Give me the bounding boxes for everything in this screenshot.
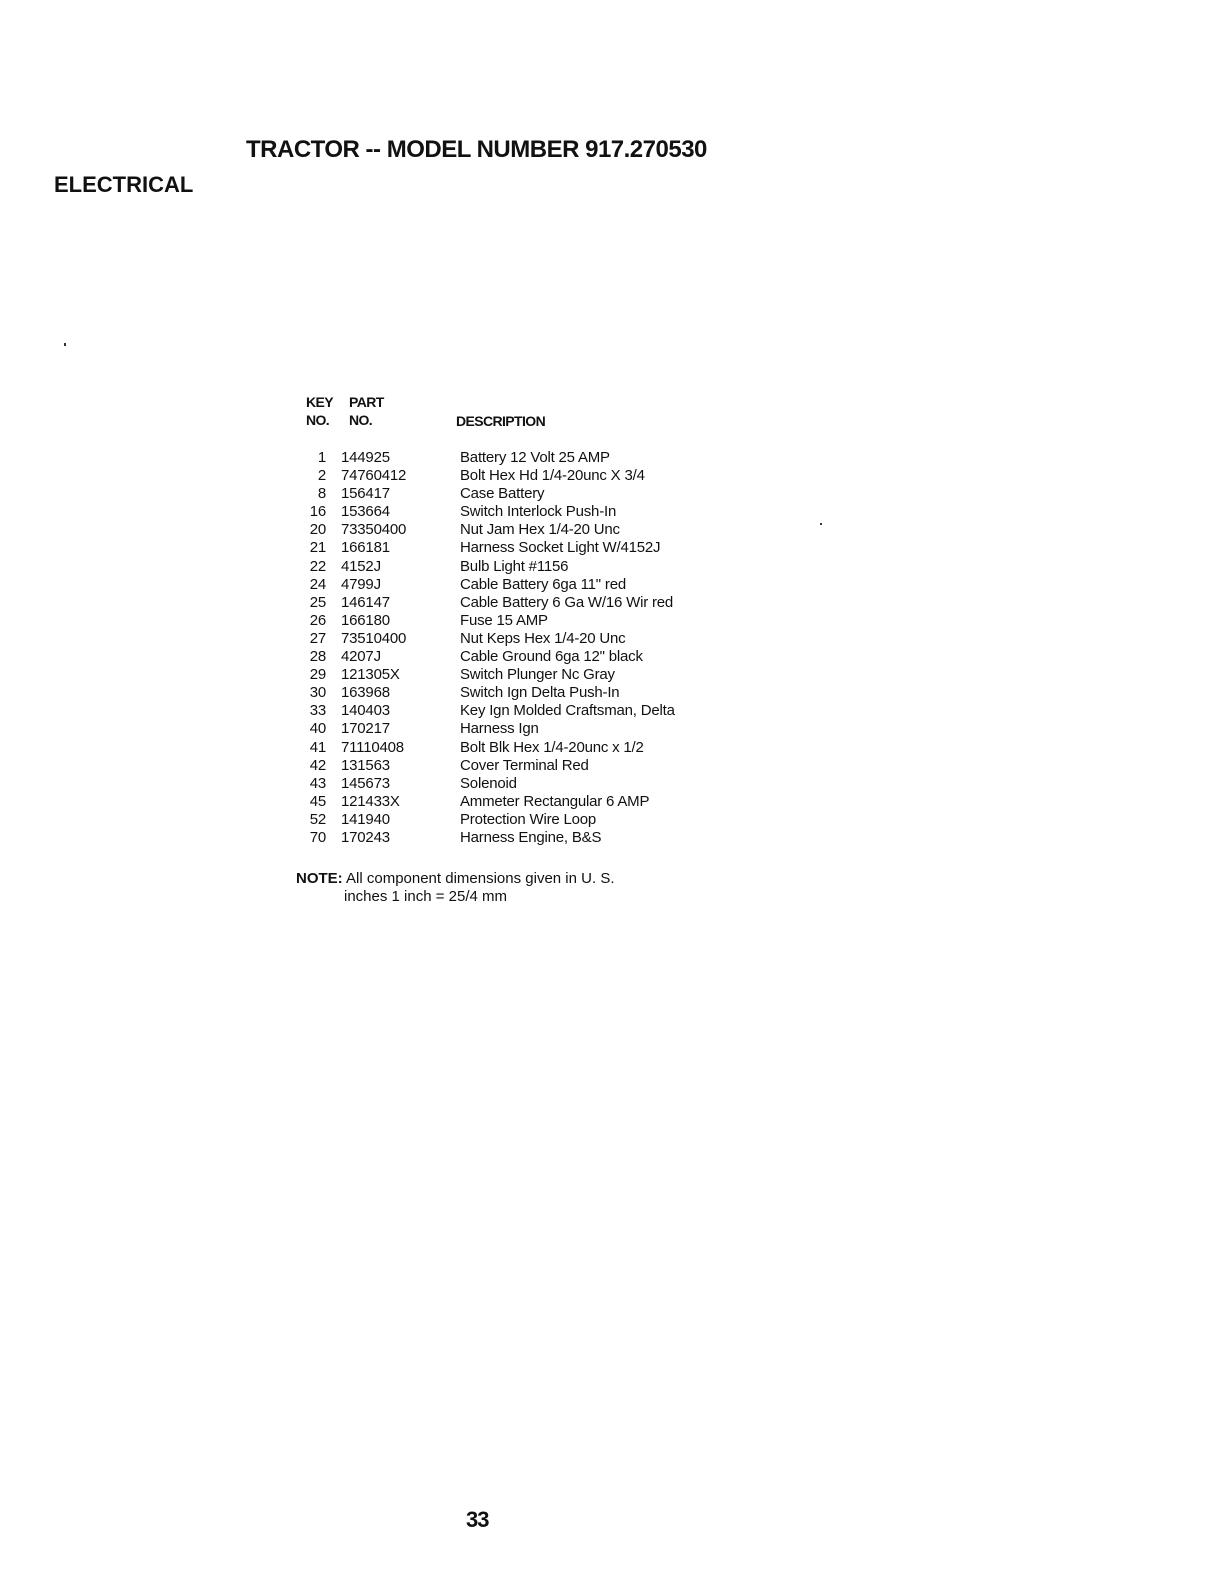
description-cell: Harness Socket Light W/4152J [460, 539, 661, 557]
part-no-cell: 73350400 [341, 521, 407, 539]
part-no-cell: 166180 [341, 611, 390, 629]
description-cell: Nut Keps Hex 1/4-20 Unc [460, 629, 626, 647]
key-no-cell: 24 [309, 575, 326, 593]
part-no-cell: 170243 [341, 828, 390, 846]
description-cell: Ammeter Rectangular 6 AMP [460, 792, 650, 810]
key-no-cell: 29 [309, 666, 326, 684]
table-row [300, 612, 760, 630]
key-no-cell: 33 [309, 702, 326, 720]
description-cell: Bulb Light #1156 [460, 557, 569, 575]
key-no-cell: 8 [317, 485, 326, 503]
description-cell: Bolt Hex Hd 1/4-20unc X 3/4 [460, 467, 645, 485]
description-cell: Fuse 15 AMP [460, 611, 548, 629]
table-row [300, 594, 760, 612]
table-row [300, 539, 760, 557]
page-title: TRACTOR -- MODEL NUMBER 917.270530 [246, 136, 707, 163]
key-no-cell: 45 [309, 792, 326, 810]
table-row [300, 503, 760, 521]
note-label: NOTE: [296, 870, 343, 887]
description-cell: Cable Ground 6ga 12" black [460, 648, 643, 666]
key-no-cell: 28 [309, 648, 326, 666]
key-no-cell: 16 [309, 503, 326, 521]
part-no-cell: 4152J [341, 557, 381, 575]
description-cell: Protection Wire Loop [460, 810, 597, 828]
parts-list [300, 449, 760, 847]
part-no-cell: 73510400 [341, 629, 407, 647]
key-no-cell: 22 [309, 557, 326, 575]
scan-speck [820, 523, 822, 525]
key-no-cell: 1 [317, 449, 326, 466]
key-no-cell: 26 [309, 611, 326, 629]
table-row [300, 467, 760, 485]
part-no-cell: 156417 [341, 485, 390, 503]
part-no-cell: 140403 [341, 702, 390, 720]
key-no-cell: 20 [309, 521, 326, 539]
section-heading: ELECTRICAL [54, 172, 194, 197]
description-cell: Cable Battery 6ga 11" red [460, 575, 626, 593]
table-row [300, 666, 760, 684]
table-row [300, 720, 760, 738]
table-row [300, 576, 760, 594]
description-cell: Cable Battery 6 Ga W/16 Wir red [460, 593, 674, 611]
part-no-cell: 144925 [341, 449, 390, 466]
column-header-key-line2: NO. [306, 412, 330, 428]
page-number: 33 [466, 1507, 489, 1532]
note-line1: All component dimensions given in U. S. [346, 870, 615, 887]
table-row [300, 829, 760, 847]
key-no-cell: 43 [309, 774, 326, 792]
part-no-cell: 153664 [341, 503, 390, 521]
table-row [300, 648, 760, 666]
part-no-cell: 163968 [341, 684, 390, 702]
part-no-cell: 4207J [341, 648, 381, 666]
key-no-cell: 30 [309, 684, 326, 702]
description-cell: Battery 12 Volt 25 AMP [460, 449, 610, 466]
part-no-cell: 71110408 [341, 738, 404, 756]
part-no-cell: 4799J [341, 575, 381, 593]
column-header-key-line1: KEY [306, 394, 333, 410]
note-line2: inches 1 inch = 25/4 mm [344, 888, 508, 905]
key-no-cell: 25 [309, 593, 326, 611]
part-no-cell: 121305X [341, 666, 400, 684]
part-no-cell: 170217 [341, 720, 390, 738]
column-header-part-line1: PART [349, 394, 384, 410]
description-cell: Switch Ign Delta Push-In [460, 684, 620, 702]
key-no-cell: 21 [309, 539, 326, 557]
key-no-cell: 2 [317, 467, 326, 485]
description-cell: Cover Terminal Red [460, 756, 589, 774]
table-row [300, 811, 760, 829]
description-cell: Case Battery [460, 485, 545, 503]
part-no-cell: 74760412 [341, 467, 407, 485]
description-cell: Harness Engine, B&S [460, 828, 602, 846]
table-row [300, 630, 760, 648]
part-no-cell: 121433X [341, 792, 400, 810]
description-cell: Harness Ign [460, 720, 539, 738]
table-row [300, 449, 760, 467]
table-row [300, 739, 760, 757]
column-header-description: DESCRIPTION [456, 413, 546, 429]
note [296, 870, 615, 906]
key-no-cell: 42 [309, 756, 326, 774]
description-cell: Bolt Blk Hex 1/4-20unc x 1/2 [460, 738, 644, 756]
part-no-cell: 146147 [341, 593, 390, 611]
scan-speck [64, 343, 66, 346]
description-cell: Nut Jam Hex 1/4-20 Unc [460, 521, 620, 539]
table-row [300, 702, 760, 720]
part-no-cell: 166181 [341, 539, 390, 557]
description-cell: Key Ign Molded Craftsman, Delta [460, 702, 675, 720]
part-no-cell: 141940 [341, 810, 390, 828]
key-no-cell: 52 [309, 810, 326, 828]
table-row [300, 485, 760, 503]
part-no-cell: 145673 [341, 774, 390, 792]
table-row [300, 521, 760, 539]
column-header-part-line2: NO. [349, 412, 373, 428]
table-row [300, 558, 760, 576]
table-row [300, 684, 760, 702]
table-row [300, 793, 760, 811]
table-row [300, 757, 760, 775]
key-no-cell: 41 [309, 738, 326, 756]
description-cell: Solenoid [460, 774, 517, 792]
description-cell: Switch Plunger Nc Gray [460, 666, 615, 684]
description-cell: Switch Interlock Push-In [460, 503, 617, 521]
table-row [300, 775, 760, 793]
part-no-cell: 131563 [341, 756, 390, 774]
key-no-cell: 40 [309, 720, 326, 738]
key-no-cell: 70 [309, 828, 326, 846]
key-no-cell: 27 [309, 629, 326, 647]
